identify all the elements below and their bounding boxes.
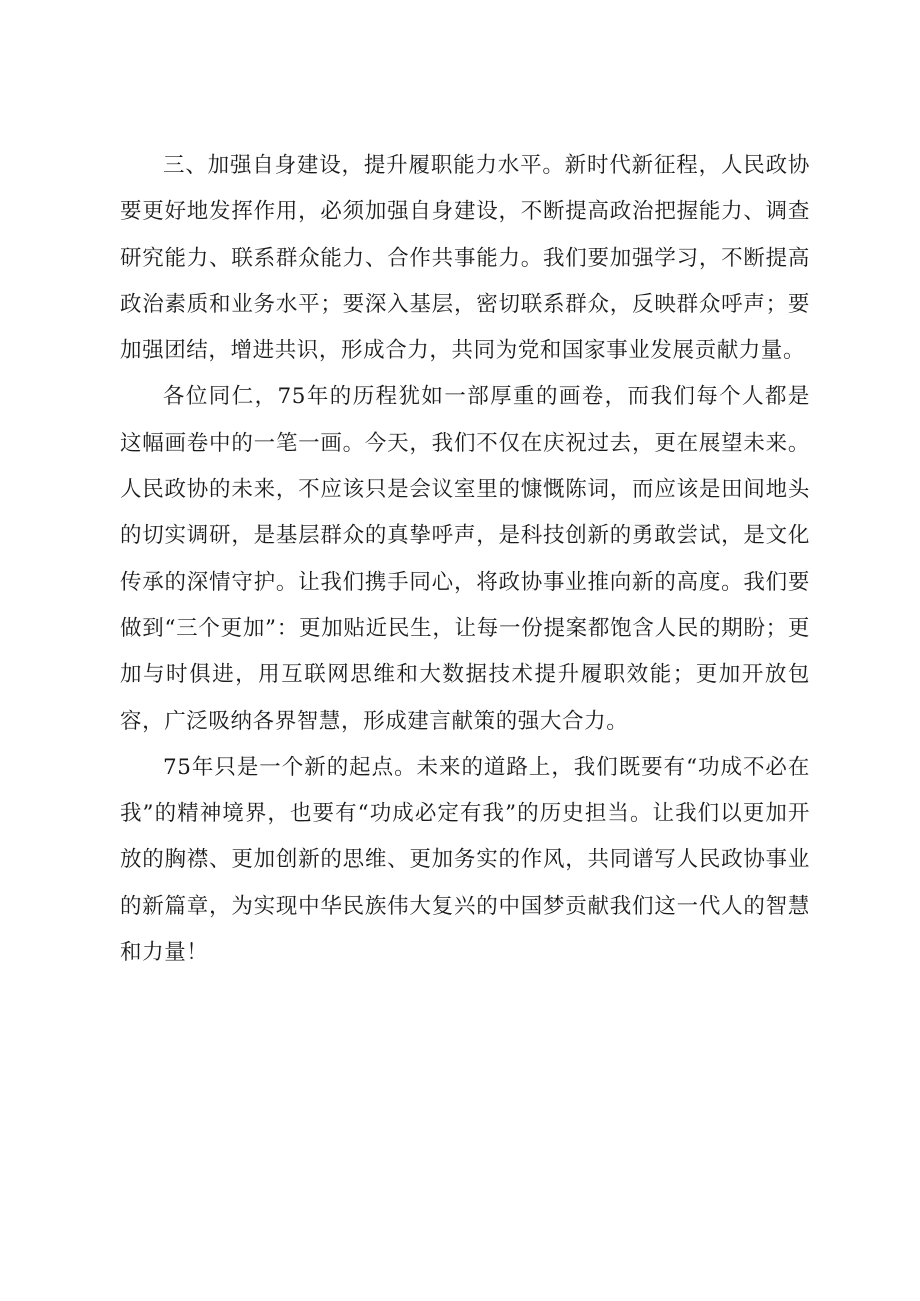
paragraph-strengthen-self-building: 三、加强自身建设，提升履职能力水平。新时代新征程，人民政协要更好地发挥作用，必须加强自身建设，不断提高政治把握能力、调查研究能力、联系群众能力、合作共事能力。我们要加强学习，不断提高政治素质和业务水平；要深入基层，密切联系群众，反映群众呼声；要加强团结，增进共识，形成合力，共同为党和国家事业发展贡献力量。	[120, 153, 810, 364]
paragraph-75-year-history: 各位同仁，75年的历程犹如一部厚重的画卷，而我们每个人都是这幅画卷中的一笔一画。今天，我们不仅在庆祝过去，更在展望未来。人民政协的未来，不应该只是会议室里的慷慨陈词，而应该是田间地头的切实调研，是基层群众的真挚呼声，是科技创新的勇敢尝试，是文化传承的深情守护。让我们携手同心，将政协事业推向新的高度。我们要做到“三个更加”：更加贴近民生，让每一份提案都饱含人民的期盼；更加与时俱进，用互联网思维和大数据技术提升履职效能；更加开放包容，广泛吸纳各界智慧，形成建言献策的强大合力。	[120, 384, 810, 734]
paragraph-new-starting-point: 75年只是一个新的起点。未来的道路上，我们既要有“功成不必在我”的精神境界，也要有“功成必定有我”的历史担当。让我们以更加开放的胸襟、更加创新的思维、更加务实的作风，共同谱写人民政协事业的新篇章，为实现中华民族伟大复兴的中国梦贡献我们这一代人的智慧和力量！	[120, 754, 810, 966]
document-body	[120, 143, 810, 976]
